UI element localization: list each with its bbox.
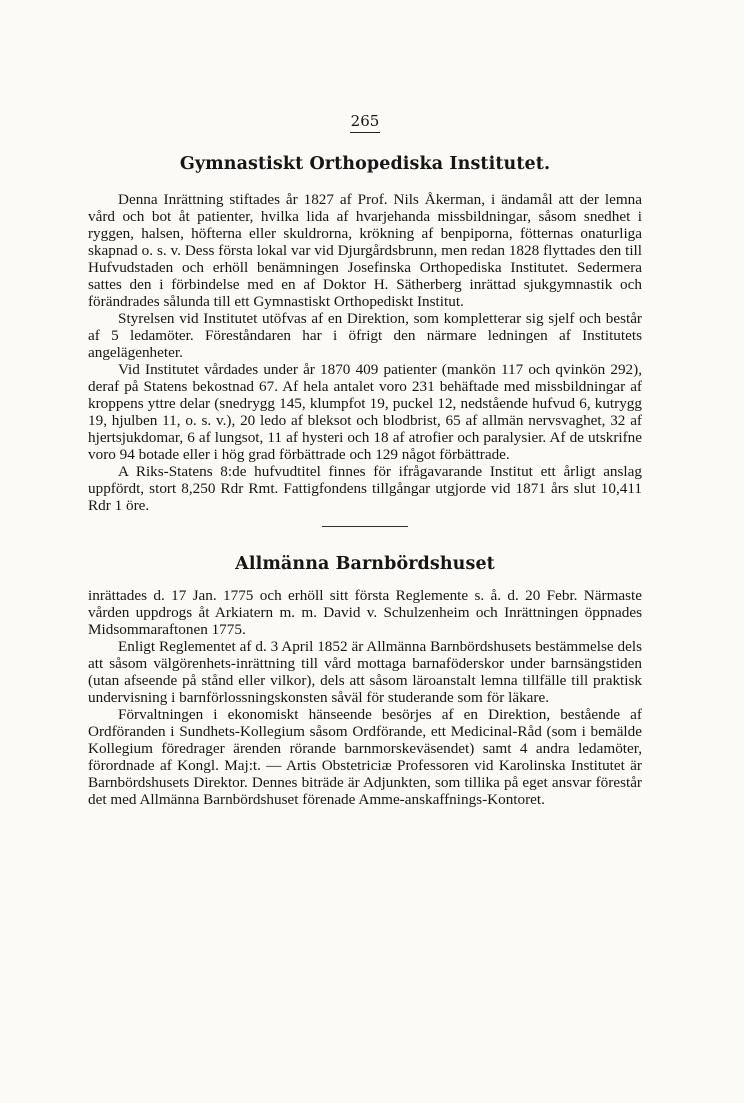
paragraph: Vid Institutet vårdades under år 1870 409 patienter (mankön 117 och qvinkön 292), deraf på Statens bekostnad 67. Af hela antalet voro 231 behäftade med missbildningar af kroppens yttre delar (snedrygg 145, klumpfot 19, puckel 12, nedstående hufvud 6, kutrygg 19, hjulben 11, o. s. v.), 20 ledo af bleksot och blodbrist, 65 af allmän nervsvaghet, 32 af hjertsjukdomar, 6 af lungsot, 11 af hysteri och 18 af atrofier och paralysier. Af de utskrifne voro 94 botade eller i hög grad förbättrade och 129 något förbättrade. <box>88 361 642 463</box>
section-title: Allmänna Barnbördshuset <box>235 554 495 574</box>
section-orthopediska-institutet <box>88 153 642 527</box>
paragraph: Enligt Reglementet af d. 3 April 1852 är Allmänna Barnbördshusets bestämmelse dels att såsom välgörenhets-inrättning till vård mottaga barnaföderskor under barnsängstiden (utan afseende på stånd eller vilkor), dels att såsom läroanstalt lemna tillfälle till praktisk undervisning i barnförlossningskonsten såväl för studerande som för läkare. <box>88 638 642 706</box>
paragraph: A Riks-Statens 8:de hufvudtitel finnes för ifrågavarande Institut ett årligt anslag uppfördt, stort 8,250 Rdr Rmt. Fattigfondens tillgångar utgjorde vid 1871 års slut 10,411 Rdr 1 öre. <box>88 463 642 514</box>
paragraph: Förvaltningen i ekonomiskt hänseende besörjes af en Direktion, bestående af Ordföranden i Sundhets-Kollegium såsom Ordförande, ett Medicinal-Råd (som i bemälde Kollegium föredrager ärenden rörande barnmorskeväsendet) samt 4 andra ledamöter, förordnade af Kongl. Maj:t. — Artis Obstetriciæ Professoren vid Karolinska Institutet är Barnbördshusets Direktor. Dennes biträde är Adjunkten, som tillika på eget ansvar förestår det med Allmänna Barnbördshuset förenade Amme-anskaffnings-Kontoret. <box>88 706 642 808</box>
paragraph: Styrelsen vid Institutet utöfvas af en Direktion, som kompletterar sig sjelf och består af 5 ledamöter. Föreståndaren har i öfrigt den närmare ledningen af Institutets angelägenheter. <box>88 310 642 361</box>
document-page <box>88 112 642 808</box>
page-number-rule <box>350 132 380 133</box>
paragraph: Denna Inrättning stiftades år 1827 af Prof. Nils Åkerman, i ändamål att der lemna vård och bot åt patienter, hvilka lida af hvarjehanda missbildningar, såsom snedhet i ryggen, halsen, höfterna eller skuldrorna, krökning af benpiporna, fötternas onaturliga skapnad o. s. v. Dess första lokal var vid Djurgårdsbrunn, men redan 1828 flyttades den till Hufvudstaden och erhöll benämningen Josefinska Orthopediska Institutet. Sedermera sattes den i förbindelse med en af Doktor H. Sätherberg inrättad sjukgymnastik och förändrades sålunda till ett Gymnastiskt Orthopediskt Institut. <box>88 191 642 310</box>
paragraph: inrättades d. 17 Jan. 1775 och erhöll sitt första Reglemente s. å. d. 20 Febr. Närmaste vården uppdrogs åt Arkiatern m. m. David v. Schulzenheim och Inrättningen öppnades Midsommaraftonen 1775. <box>88 587 642 638</box>
page-number: 265 <box>350 112 380 130</box>
section-barnbordshuset <box>88 553 642 808</box>
section-divider <box>322 526 408 527</box>
section-title: Gymnastiskt Orthopediska Institutet. <box>179 154 551 174</box>
